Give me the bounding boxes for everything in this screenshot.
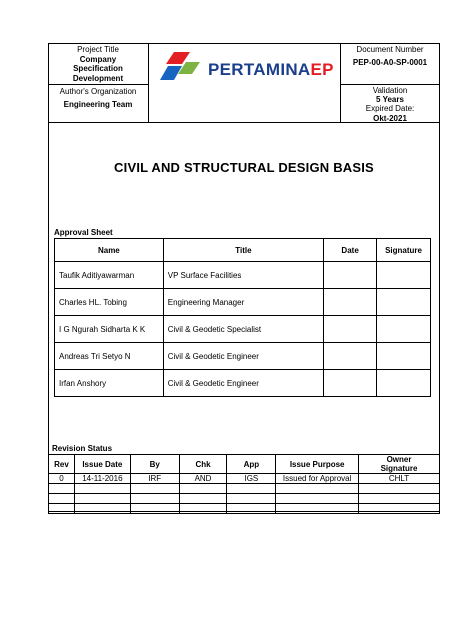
revision-row [49,494,440,504]
authors-org-cell [48,87,148,109]
revision-cell [130,484,179,494]
approval-signature [377,343,431,370]
approval-row [55,262,431,289]
approval-title: Civil & Geodetic Specialist [163,316,323,343]
revision-cell [359,484,440,494]
revision-table [48,454,440,514]
approval-col-title: Title [163,239,323,262]
revision-status-heading: Revision Status [52,444,113,453]
revision-cell [227,484,276,494]
approval-date [324,289,377,316]
logo-text-main: PERTAMINA [208,60,311,79]
validation-cell [340,86,440,123]
project-title-label: Project Title [77,45,119,54]
authors-org-label: Author's Organization [59,87,137,96]
approval-name: Andreas Tri Setyo N [55,343,164,370]
logo-text-suffix: EP [310,60,334,79]
validation-label: Validation [372,86,408,95]
revision-cell [179,494,227,504]
approval-title: Civil & Geodetic Engineer [163,343,323,370]
revision-cell [130,494,179,504]
approval-row [55,370,431,397]
revision-col-app: App [227,455,276,474]
approval-signature [377,289,431,316]
pertamina-emblem-icon [160,50,202,86]
revision-row [49,474,440,484]
revision-col-rev: Rev [49,455,75,474]
document-number-value: PEP-00-A0-SP-0001 [352,57,428,67]
document-number-cell [340,45,440,67]
revision-cell: IGS [227,474,276,484]
revision-cell [227,504,276,514]
approval-date [324,316,377,343]
approval-title: VP Surface Facilities [163,262,323,289]
approval-title: Civil & Geodetic Engineer [163,370,323,397]
approval-name: I G Ngurah Sidharta K K [55,316,164,343]
approval-name: Taufik Aditiyawarman [55,262,164,289]
revision-cell: IRF [130,474,179,484]
revision-cell [276,504,359,514]
approval-sheet-heading: Approval Sheet [54,228,113,237]
revision-col-issue-purpose: Issue Purpose [276,455,359,474]
revision-row [49,484,440,494]
pertamina-ep-logo [160,48,335,88]
revision-header-row [49,455,440,474]
approval-col-name: Name [55,239,164,262]
approval-col-signature: Signature [377,239,431,262]
approval-date [324,343,377,370]
revision-cell: AND [179,474,227,484]
revision-cell [49,494,75,504]
approval-signature [377,370,431,397]
revision-row [49,504,440,514]
revision-cell [359,494,440,504]
header-divider-left [48,84,148,85]
revision-col-issue-date: Issue Date [74,455,130,474]
project-title-cell [48,45,148,83]
revision-col-by: By [130,455,179,474]
approval-date [324,262,377,289]
approval-date [324,370,377,397]
approval-signature [377,262,431,289]
revision-cell [179,504,227,514]
revision-col-owner-signature: Owner Signature [359,455,440,474]
project-title-value: Company Specification Development [72,54,124,83]
approval-col-date: Date [324,239,377,262]
revision-cell [227,494,276,504]
revision-cell [49,504,75,514]
revision-cell: 14-11-2016 [74,474,130,484]
header-divider-right [340,84,440,85]
authors-org-value: Engineering Team [63,99,133,109]
header-vline-left [148,43,149,122]
revision-cell [49,484,75,494]
approval-row [55,316,431,343]
revision-cell [179,484,227,494]
approval-table [54,238,431,397]
approval-row [55,343,431,370]
document-number-label: Document Number [356,45,424,54]
revision-cell: Issued for Approval [276,474,359,484]
revision-cell [276,494,359,504]
expired-date-label: Expired Date: [365,104,415,114]
revision-cell [74,494,130,504]
revision-cell [276,484,359,494]
revision-cell: CHLT [359,474,440,484]
approval-row [55,289,431,316]
revision-cell: 0 [49,474,75,484]
revision-cell [130,504,179,514]
expired-date-value: Okt-2021 [373,113,407,123]
revision-cell [74,504,130,514]
validation-value: 5 Years [376,95,404,105]
approval-name: Irfan Anshory [55,370,164,397]
revision-cell [74,484,130,494]
approval-title: Engineering Manager [163,289,323,316]
revision-cell [359,504,440,514]
approval-signature [377,316,431,343]
approval-header-row [55,239,431,262]
approval-name: Charles HL. Tobing [55,289,164,316]
revision-col-chk: Chk [179,455,227,474]
document-title: CIVIL AND STRUCTURAL DESIGN BASIS [114,160,374,175]
